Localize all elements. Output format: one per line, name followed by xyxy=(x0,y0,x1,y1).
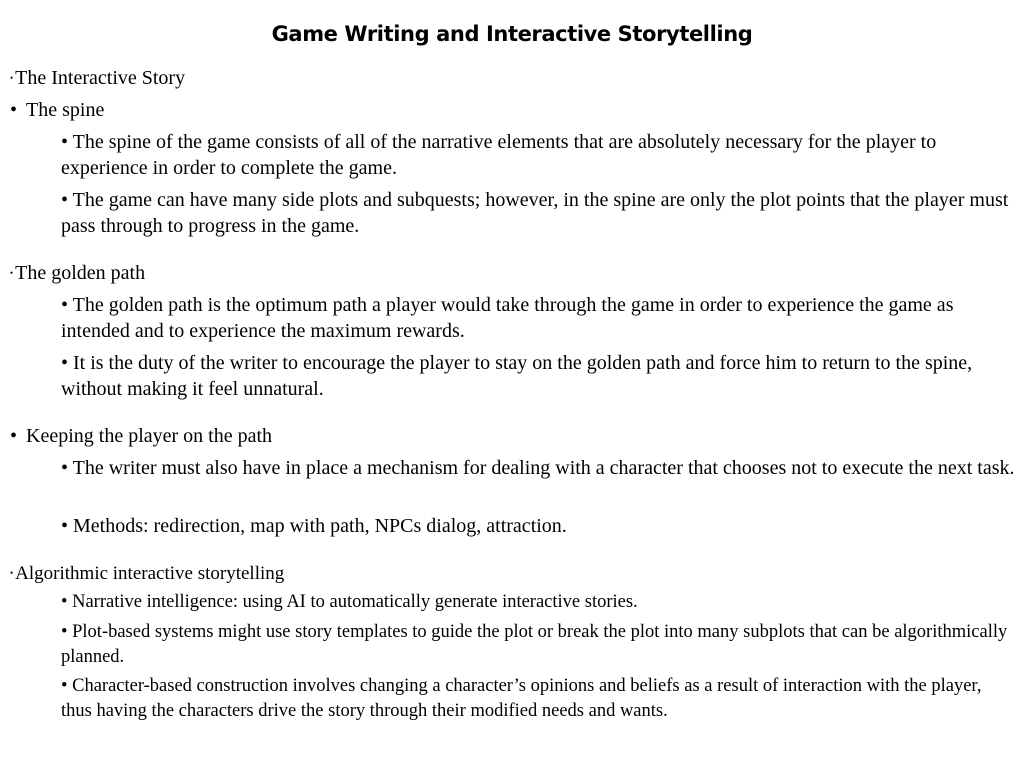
heading-golden-path xyxy=(10,260,145,286)
algorithmic-point-3: • Character-based construction involves changing a character’s opinions and beliefs as a result of interaction with the player, thus having the characters drive the story through their modified needs and wants. xyxy=(61,676,982,721)
heading-interactive-story xyxy=(10,65,185,91)
bullet-icon: • xyxy=(10,268,14,278)
spine-point-1: • The spine of the game consists of all of the narrative elements that are absolutely necessary for the player to experience in order to complete the game. xyxy=(61,131,937,179)
keeping-point-2: • Methods: redirection, map with path, NPCs dialog, attraction. xyxy=(61,515,567,537)
heading-algorithmic xyxy=(10,560,284,587)
golden-path-point-2: • It is the duty of the writer to encourage the player to stay on the golden path and force him to return to the spine, without making it feel unnatural. xyxy=(61,352,973,400)
keeping-point-1: • The writer must also have in place a mechanism for dealing with a character that chooses not to execute the next task. xyxy=(61,457,1015,479)
heading-golden-path-label: The golden path xyxy=(15,262,146,284)
slide-title: Game Writing and Interactive Storytelling xyxy=(271,22,753,46)
algorithmic-point-2: • Plot-based systems might use story templates to guide the plot or break the plot into many subplots that can be algorithmically planned. xyxy=(61,622,1008,667)
heading-interactive-story-label: The Interactive Story xyxy=(15,67,186,89)
heading-spine xyxy=(10,97,104,123)
spine-point-2: • The game can have many side plots and subquests; however, in the spine are only the plot points that the player must pass through to progress in the game. xyxy=(61,189,1009,237)
bullet-icon: • xyxy=(10,73,14,83)
bullet-icon: • xyxy=(10,568,14,578)
algorithmic-point-1: • Narrative intelligence: using AI to automatically generate interactive stories. xyxy=(61,592,638,612)
bullet-icon: • xyxy=(10,425,18,447)
heading-algorithmic-label: Algorithmic interactive storytelling xyxy=(15,563,285,584)
heading-spine-label: The spine xyxy=(26,99,105,121)
bullet-icon: • xyxy=(10,99,18,121)
heading-keeping-player xyxy=(10,423,272,449)
golden-path-point-1: • The golden path is the optimum path a player would take through the game in order to experience the game as intended and to experience the maximum rewards. xyxy=(61,294,954,342)
heading-keeping-player-label: Keeping the player on the path xyxy=(26,425,273,447)
